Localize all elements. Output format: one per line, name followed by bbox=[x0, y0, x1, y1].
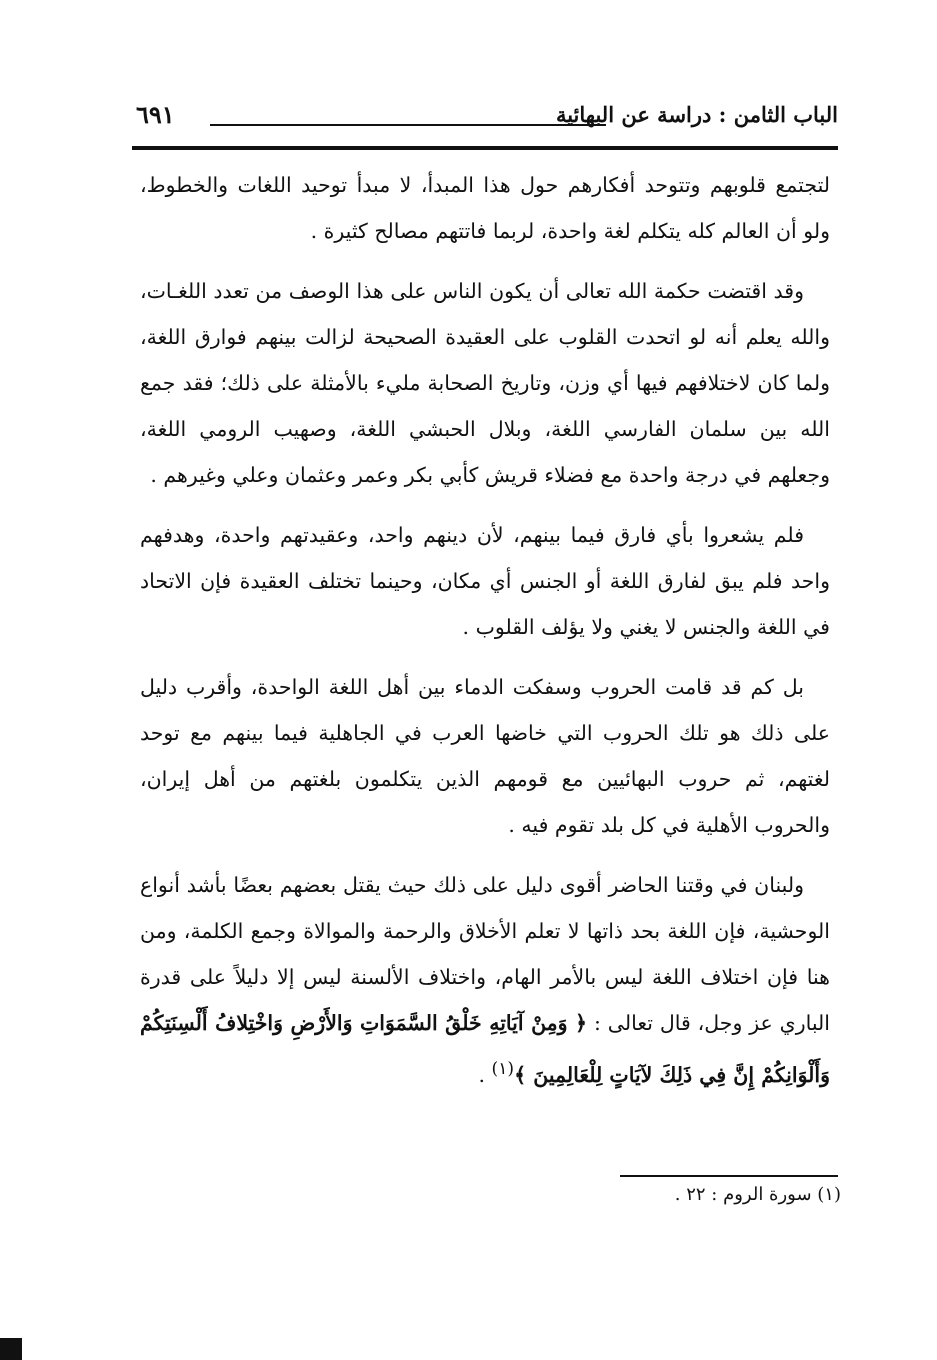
quran-verse: ﴿ وَمِنْ آيَاتِهِ خَلْقُ السَّمَوَاتِ وَالأَرْضِ وَاخْتِلافُ أَلْسِنَتِكُمْ وَأَلْوَانِكُمْ إِنَّ فِي ذَلِكَ لآيَاتٍ لِلْعَالِمِينَ ﴾ bbox=[140, 1011, 830, 1087]
footnote-rule bbox=[620, 1175, 838, 1177]
chapter-title: الباب الثامن : دراسة عن البهائية bbox=[555, 102, 838, 127]
paragraph-5: ولبنان في وقتنا الحاضر أقوى دليل على ذلك حيث يقتل بعضهم بعضًا بأشد أنواع الوحشية، فإن اللغة بحد ذاتها لا تعلم الأخلاق والرحمة والموالاة وجمع الكلمة، ومن هنا فإن اختلاف اللغة ليس بالأمر الهام، واختلاف الألسنة ليس إلا دليلاً على قدرة الباري عز وجل، قال تعالى : ﴿ وَمِنْ آيَاتِهِ خَلْقُ السَّمَوَاتِ وَالأَرْضِ وَاخْتِلافُ أَلْسِنَتِكُمْ وَأَلْوَانِكُمْ إِنَّ فِي ذَلِكَ لآيَاتٍ لِلْعَالِمِينَ ﴾$^{(١)}$ . bbox=[140, 873, 830, 1087]
paragraph-3: فلم يشعروا بأي فارق فيما بينهم، لأن دينهم واحد، وعقيدتهم واحدة، وهدفهم واحد فلم يبق لفارق اللغة أو الجنس أي مكان، وحينما تختلف العقيدة فإن الاتحاد في اللغة والجنس لا يغني ولا يؤلف القلوب . bbox=[140, 523, 830, 639]
running-header bbox=[132, 100, 838, 140]
page-number: ٦٩١ bbox=[136, 100, 175, 129]
header-dash-line bbox=[210, 124, 606, 126]
paragraph-4: بل كم قد قامت الحروب وسفكت الدماء بين أهل اللغة الواحدة، وأقرب دليل على ذلك هو تلك الحروب التي خاضها العرب في الجاهلية فيما بينهم مع توحد لغتهم، ثم حروب البهائيين مع قومهم الذين يتكلمون بلغتهم من أهل إيران، والحروب الأهلية في كل بلد تقوم فيه . bbox=[140, 675, 830, 837]
paragraph-2: وقد اقتضت حكمة الله تعالى أن يكون الناس على هذا الوصف من تعدد اللغـات، والله يعلم أنه لو اتحدت القلوب على العقيدة الصحيحة لزالت بينهم فوارق اللغة، ولما كان لاختلافهم فيها أي وزن، وتاريخ الصحابة مليء بالأمثلة على ذلك؛ فقد جمع الله بين سلمان الفارسي اللغة، وبلال الحبشي اللغة، وصهيب الرومي اللغة، وجعلهم في درجة واحدة مع فضلاء قريش كأبي بكر وعمر وعثمان وعلي وغيرهم . bbox=[140, 279, 830, 487]
paragraph-1: لتجتمع قلوبهم وتتوحد أفكارهم حول هذا المبدأ، لا مبدأ توحيد اللغات والخطوط، ولو أن العالم كله يتكلم لغة واحدة، لربما فاتتهم مصالح كثيرة . bbox=[140, 173, 830, 243]
scan-corner-mark bbox=[0, 1338, 22, 1360]
header-rule bbox=[132, 146, 838, 150]
footnote-reference: (١) bbox=[491, 1059, 515, 1079]
footnote: (١) سورة الروم : ٢٢ . bbox=[674, 1184, 841, 1205]
body-text bbox=[140, 162, 830, 1112]
